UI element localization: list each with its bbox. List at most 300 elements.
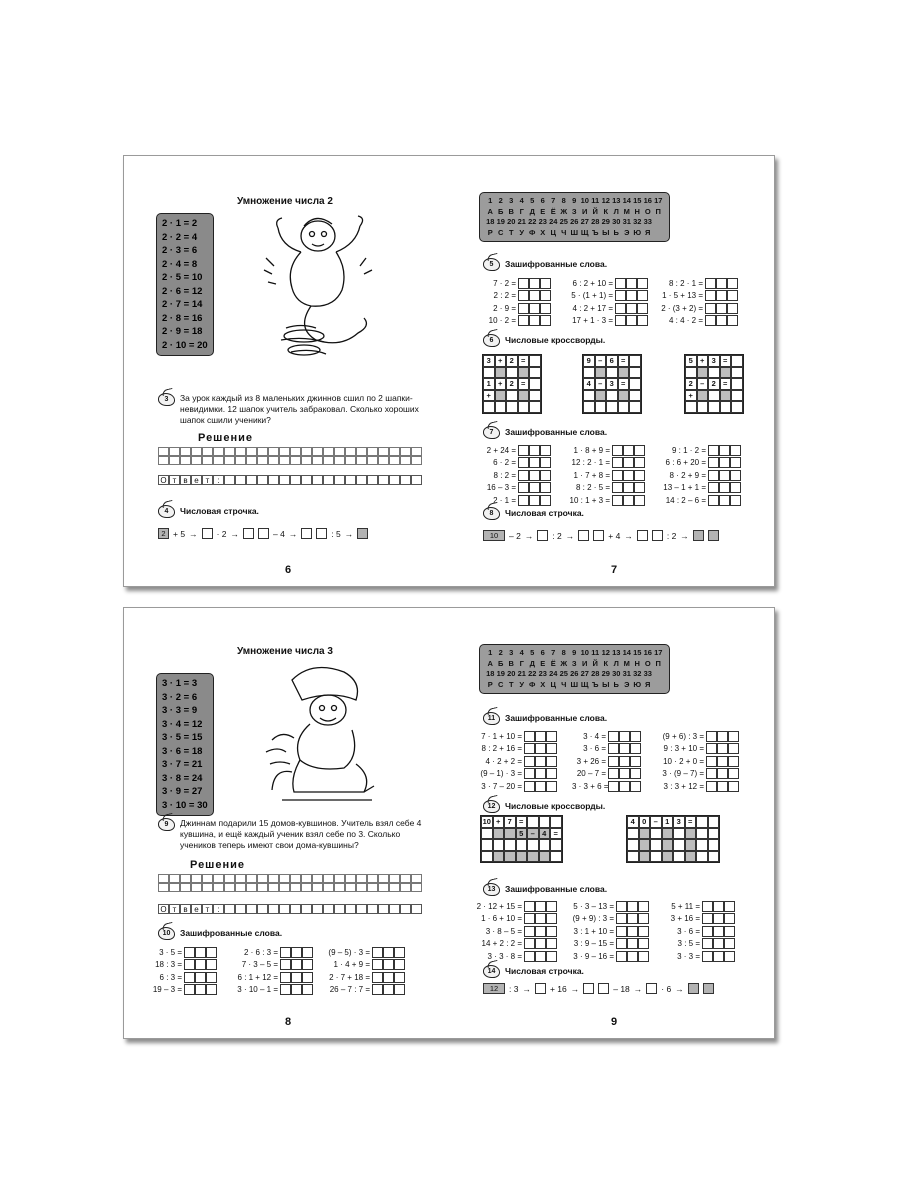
answer-boxes[interactable] [372, 959, 405, 970]
answer-boxes[interactable] [524, 938, 557, 949]
answer-boxes[interactable] [705, 278, 738, 289]
crossword-cell[interactable] [495, 401, 507, 413]
answer-boxes[interactable] [612, 445, 645, 456]
crossword-cell[interactable]: 10 [482, 817, 491, 827]
solution-heading: Решение [198, 432, 253, 444]
equation-text: (9 – 5) · 3 = [328, 947, 370, 957]
crossword-cell[interactable] [550, 839, 562, 851]
cipher-cell: Й [592, 658, 598, 668]
cipher-cell: Е [540, 206, 546, 216]
answer-boxes[interactable] [708, 495, 741, 506]
crossword-cell[interactable] [583, 401, 595, 413]
task-13: 13 Зашифрованные слова. [483, 883, 607, 896]
crossword-cell[interactable]: + [493, 816, 505, 828]
answer-boxes[interactable] [372, 984, 405, 995]
equation-row [236, 971, 313, 984]
crossword-cell [685, 828, 697, 840]
cipher-cell: Н [634, 206, 640, 216]
cipher-cell: И [582, 658, 588, 668]
equation-text: 6 : 2 + 10 = [572, 278, 613, 288]
answer-boxes[interactable] [280, 984, 313, 995]
crossword-cell[interactable]: – [595, 355, 607, 367]
crossword-cell[interactable]: – [595, 378, 607, 390]
equation-text: 3 · 4 = [583, 731, 606, 741]
equation-text: 1 · 5 + 13 = [662, 291, 703, 301]
answer-boxes[interactable] [518, 482, 551, 493]
equation-text: 6 : 1 + 12 = [237, 972, 278, 982]
crossword-cell[interactable] [527, 816, 539, 828]
cipher-cell: 33 [643, 217, 652, 226]
cipher-cell: О [644, 658, 651, 668]
crossword-cell[interactable] [618, 401, 630, 413]
answer-boxes[interactable] [612, 470, 645, 481]
answer-boxes[interactable] [184, 972, 217, 983]
crossword-cell[interactable] [550, 816, 562, 828]
cipher-cell: 19 [496, 217, 505, 226]
equation-text: 3 · (9 – 7) = [662, 769, 704, 779]
crossword-cell[interactable]: 4 [627, 816, 639, 828]
crossword-cell[interactable] [529, 401, 541, 413]
crossword-cell[interactable]: 7 [504, 816, 516, 828]
equation-row [658, 469, 741, 482]
genie-illustration [252, 660, 392, 805]
answer-boxes[interactable] [524, 926, 557, 937]
crossword-cell[interactable]: 3 [483, 355, 495, 367]
crossword-cell[interactable]: = [720, 355, 732, 367]
answer-boxes[interactable] [708, 470, 741, 481]
equation-text: 3 · 3 + 6 = [572, 781, 609, 791]
equation-text: 4 : 2 + 17 = [572, 303, 613, 313]
answer-boxes[interactable] [608, 768, 641, 779]
equation-text: 6 · 2 = [493, 458, 516, 468]
crossword-cell [697, 367, 709, 379]
crossword-cell[interactable] [731, 390, 743, 402]
crossword-cell[interactable] [539, 839, 551, 851]
crossword-cell[interactable] [696, 839, 708, 851]
table-row: 2 · 9 = 18 [162, 326, 203, 337]
crossword-cell [527, 851, 539, 863]
equation-text: 10 · 2 = [488, 316, 516, 326]
cipher-cell: С [498, 227, 504, 237]
answer-boxes[interactable] [280, 972, 313, 983]
answer-boxes[interactable] [280, 959, 313, 970]
crossword-cell[interactable] [708, 401, 720, 413]
crossword-cell[interactable] [708, 828, 720, 840]
answer-boxes[interactable] [702, 938, 735, 949]
page-number: 9 [611, 1016, 618, 1028]
problem-text: Джиннам подарили 15 домов-кувшинов. Учитель взял себе 4 кувшина, и ещё каждый ученик взял себе по 3. Сколько учеников теперь имеют свои дома-кувшины? [180, 818, 422, 850]
crossword-cell[interactable]: + [697, 355, 709, 367]
equation-text: 5 · (1 + 1) = [571, 291, 613, 301]
answer-boxes[interactable] [524, 901, 557, 912]
equation-row [572, 730, 641, 743]
crossword-cell[interactable] [629, 378, 641, 390]
answer-boxes[interactable] [706, 731, 739, 742]
number-chain: 10 – 2 → : 2 → + 4 → : 2 → [483, 530, 719, 541]
answer-field[interactable]: О т в е т : [158, 904, 422, 914]
crossword-cell[interactable] [550, 851, 562, 863]
crossword-cell[interactable] [483, 401, 495, 413]
crossword-cell[interactable]: = [720, 378, 732, 390]
crossword-cell[interactable] [708, 839, 720, 851]
equation-text: 3 · 3 · 8 = [487, 951, 522, 961]
crossword-cell[interactable]: 4 [583, 378, 595, 390]
crossword-cell [618, 367, 630, 379]
answer-boxes[interactable] [524, 951, 557, 962]
pencil-icon: 3 [158, 393, 175, 406]
answer-boxes[interactable] [184, 959, 217, 970]
table-row: 3 · 1 = 3 [162, 678, 198, 689]
answer-boxes[interactable] [612, 495, 645, 506]
equation-row [568, 950, 649, 963]
crossword-cell[interactable] [708, 367, 720, 379]
crossword-cell[interactable]: – [650, 816, 662, 828]
equation-text: 1 · 7 + 8 = [573, 470, 610, 480]
answer-boxes[interactable] [702, 951, 735, 962]
crossword-cell [493, 828, 505, 840]
crossword-cell[interactable] [504, 839, 516, 851]
crossword-cell[interactable] [720, 401, 732, 413]
crossword-cell[interactable] [696, 828, 708, 840]
crossword-cell[interactable] [627, 851, 639, 863]
crossword-cell[interactable] [708, 851, 720, 863]
equation-text: 2 · (3 + 2) = [661, 303, 703, 313]
answer-boxes[interactable] [518, 303, 551, 314]
cipher-cell: Б [498, 658, 504, 668]
task-5: 5 Зашифрованные слова. [483, 258, 607, 271]
equation-text: 2 · 12 + 15 = [476, 901, 522, 911]
answer-boxes[interactable] [702, 901, 735, 912]
equation-row [568, 900, 649, 913]
crossword-cell[interactable] [493, 839, 505, 851]
crossword-cell[interactable] [481, 828, 493, 840]
crossword-cell[interactable] [539, 816, 551, 828]
cipher-cell: 15 [633, 196, 642, 205]
answer-boxes[interactable] [616, 913, 649, 924]
table-row: 3 · 3 = 9 [162, 705, 198, 716]
cipher-cell: В [508, 206, 514, 216]
crossword-cell: 4 [539, 828, 551, 840]
crossword-cell[interactable] [650, 839, 662, 851]
crossword-cell[interactable] [673, 851, 685, 863]
crossword-cell[interactable] [629, 355, 641, 367]
equation-row [150, 971, 217, 984]
answer-boxes[interactable] [524, 913, 557, 924]
cipher-cell: 28 [591, 217, 600, 226]
answer-boxes[interactable] [518, 495, 551, 506]
answer-boxes[interactable] [608, 743, 641, 754]
crossword-cell[interactable] [627, 839, 639, 851]
answer-boxes[interactable] [608, 781, 641, 792]
equation-text: 3 : 1 + 10 = [573, 926, 614, 936]
crossword-cell[interactable] [696, 851, 708, 863]
cipher-cell: 27 [580, 669, 589, 678]
crossword-cell[interactable] [506, 401, 518, 413]
cipher-numbers [485, 217, 664, 228]
crossword-cell[interactable] [708, 816, 720, 828]
crossword-cell[interactable] [650, 851, 662, 863]
task-10: 10 Зашифрованные слова. [158, 927, 282, 940]
crossword-cell[interactable] [629, 401, 641, 413]
answer-boxes[interactable] [615, 303, 648, 314]
answer-field[interactable]: О т в е т : [158, 475, 422, 485]
answer-boxes[interactable] [616, 901, 649, 912]
crossword-cell[interactable]: = [685, 816, 697, 828]
crossword-cell[interactable]: = [516, 816, 528, 828]
cipher-cell: Я [645, 227, 651, 237]
answer-boxes[interactable] [518, 470, 551, 481]
crossword-cell[interactable] [529, 378, 541, 390]
crossword-cell [595, 390, 607, 402]
crossword-cell[interactable]: – [697, 378, 709, 390]
solution-grid[interactable] [158, 447, 422, 465]
answer-boxes[interactable] [615, 315, 648, 326]
page-6 [124, 156, 450, 586]
cipher-cell: 11 [591, 196, 600, 205]
crossword-cell[interactable] [673, 839, 685, 851]
page-8 [124, 608, 450, 1038]
answer-boxes[interactable] [705, 290, 738, 301]
crossword-cell[interactable] [518, 401, 530, 413]
crossword-cell [685, 851, 697, 863]
cipher-cell: 17 [654, 196, 663, 205]
answer-boxes[interactable] [616, 951, 649, 962]
cipher-cell: 27 [580, 217, 589, 226]
crossword-cell[interactable]: 6 [606, 355, 618, 367]
cipher-cell: 22 [528, 669, 537, 678]
crossword-cell [618, 390, 630, 402]
crossword-cell[interactable]: 2 [506, 378, 518, 390]
crossword-cell[interactable] [483, 367, 495, 379]
answer-boxes[interactable] [524, 756, 557, 767]
cipher-cell: У [519, 679, 525, 689]
answer-boxes[interactable] [708, 482, 741, 493]
crossword-cell[interactable] [731, 355, 743, 367]
equation-text: 7 · 3 – 5 = [241, 960, 278, 970]
crossword-cell[interactable]: 1 [483, 378, 495, 390]
answer-boxes[interactable] [524, 743, 557, 754]
answer-boxes[interactable] [372, 972, 405, 983]
crossword-cell[interactable] [685, 367, 697, 379]
answer-boxes[interactable] [706, 756, 739, 767]
answer-boxes[interactable] [702, 913, 735, 924]
equation-row [661, 277, 738, 290]
crossword-cell[interactable]: + [483, 390, 495, 402]
crossword-cell[interactable] [481, 839, 493, 851]
solution-grid[interactable] [158, 874, 422, 892]
crossword-cell[interactable] [529, 367, 541, 379]
crossword-cell[interactable]: = [518, 355, 530, 367]
cipher-cell: А [487, 206, 493, 216]
crossword-cell[interactable] [481, 851, 493, 863]
page-9 [450, 608, 776, 1038]
chain-start: 10 [483, 530, 505, 541]
crossword-cell[interactable] [627, 828, 639, 840]
answer-boxes[interactable] [518, 315, 551, 326]
answer-boxes[interactable] [615, 278, 648, 289]
number-crossword[interactable] [582, 354, 642, 414]
cipher-cell: 9 [572, 648, 577, 657]
answer-boxes[interactable] [608, 731, 641, 742]
answer-boxes[interactable] [612, 482, 645, 493]
crossword-cell[interactable] [606, 390, 618, 402]
equation-text: 5 + 11 = [671, 901, 700, 911]
word-problem [158, 818, 428, 851]
pencil-icon: 14 [483, 965, 500, 978]
cipher-cell: 8 [561, 196, 566, 205]
crossword-cell[interactable]: 2 [685, 378, 697, 390]
crossword-cell[interactable] [708, 390, 720, 402]
crossword-cell [516, 851, 528, 863]
crossword-cell[interactable]: 2 [506, 355, 518, 367]
crossword-cell[interactable]: 3 [606, 378, 618, 390]
answer-boxes[interactable] [706, 781, 739, 792]
answer-boxes[interactable] [184, 947, 217, 958]
crossword-cell[interactable] [516, 839, 528, 851]
equation-text: 2 + 24 = [486, 445, 516, 455]
crossword-cell[interactable] [731, 367, 743, 379]
cipher-cell: Ц [550, 227, 556, 237]
crossword-cell[interactable]: 5 [685, 355, 697, 367]
answer-boxes[interactable] [372, 947, 405, 958]
answer-boxes[interactable] [705, 315, 738, 326]
book-spread-pages-8-9 [123, 607, 775, 1039]
crossword-cell[interactable] [697, 401, 709, 413]
answer-boxes[interactable] [708, 445, 741, 456]
answer-boxes[interactable] [706, 743, 739, 754]
page-number: 7 [611, 564, 618, 576]
answer-boxes[interactable] [518, 457, 551, 468]
equation-row [572, 768, 641, 781]
crossword-cell[interactable] [529, 390, 541, 402]
crossword-cell[interactable] [650, 828, 662, 840]
table-row: 2 · 7 = 14 [162, 299, 203, 310]
crossword-cell[interactable]: + [685, 390, 697, 402]
crossword-cell[interactable]: 9 [583, 355, 595, 367]
crossword-cell[interactable] [696, 816, 708, 828]
table-row: 2 · 5 = 10 [162, 272, 203, 283]
crossword-cell[interactable] [731, 401, 743, 413]
crossword-cell[interactable] [731, 378, 743, 390]
cipher-cell: 2 [498, 196, 503, 205]
number-crossword[interactable] [626, 815, 720, 863]
crossword-cell[interactable]: = [618, 378, 630, 390]
crossword-cell[interactable] [606, 401, 618, 413]
cipher-cell: М [623, 206, 630, 216]
answer-boxes[interactable] [518, 290, 551, 301]
pencil-icon: 10 [158, 927, 175, 940]
equation-row [476, 938, 557, 951]
crossword-cell[interactable] [529, 355, 541, 367]
answer-boxes[interactable] [184, 984, 217, 995]
crossword-cell[interactable]: 3 [673, 816, 685, 828]
crossword-cell[interactable] [506, 390, 518, 402]
crossword-cell[interactable] [506, 367, 518, 379]
answer-boxes[interactable] [616, 926, 649, 937]
crossword-cell[interactable]: + [495, 355, 507, 367]
crossword-cell[interactable] [583, 390, 595, 402]
solution-heading: Решение [190, 859, 245, 871]
answer-boxes[interactable] [518, 278, 551, 289]
cipher-cell: О [644, 206, 651, 216]
answer-boxes[interactable] [706, 768, 739, 779]
equation-column [480, 444, 551, 507]
answer-boxes[interactable] [616, 938, 649, 949]
equation-text: 3 : 9 – 15 = [573, 939, 614, 949]
cipher-key-table [479, 644, 670, 694]
answer-boxes[interactable] [524, 731, 557, 742]
crossword-cell[interactable]: 2 [708, 378, 720, 390]
answer-boxes[interactable] [524, 768, 557, 779]
cipher-cell: 5 [530, 196, 535, 205]
number-crossword[interactable] [482, 354, 542, 414]
answer-boxes[interactable] [608, 756, 641, 767]
equation-text: 2 · 6 : 3 = [243, 947, 278, 957]
cipher-cell: Ё [550, 206, 556, 216]
equation-text: 4 : 4 · 2 = [668, 316, 703, 326]
equation-row [668, 913, 735, 926]
crossword-cell[interactable]: + [495, 378, 507, 390]
crossword-cell[interactable] [629, 367, 641, 379]
table-row: 3 · 4 = 12 [162, 718, 203, 730]
equation-column [572, 730, 641, 793]
crossword-cell[interactable] [629, 390, 641, 402]
cipher-cell: 13 [612, 196, 621, 205]
crossword-cell[interactable]: = [518, 378, 530, 390]
answer-boxes[interactable] [702, 926, 735, 937]
crossword-cell[interactable] [583, 367, 595, 379]
answer-boxes[interactable] [524, 781, 557, 792]
task-11: 11 Зашифрованные слова. [483, 712, 607, 725]
cipher-cell: Я [645, 679, 651, 689]
crossword-cell[interactable]: = [550, 828, 562, 840]
cipher-cell: М [623, 658, 630, 668]
answer-boxes[interactable] [708, 457, 741, 468]
crossword-cell[interactable]: 3 [708, 355, 720, 367]
crossword-cell[interactable] [606, 367, 618, 379]
equation-text: 5 · 3 – 13 = [573, 901, 614, 911]
crossword-cell[interactable]: 0 [639, 816, 651, 828]
cipher-cell: Ъ [591, 227, 599, 237]
equation-row [480, 315, 551, 328]
crossword-cell[interactable]: = [618, 355, 630, 367]
crossword-cell[interactable]: 1 [662, 816, 674, 828]
cipher-cell: 6 [540, 648, 545, 657]
answer-boxes[interactable] [615, 290, 648, 301]
equation-text: 12 : 2 · 1 = [571, 458, 610, 468]
crossword-cell[interactable] [527, 839, 539, 851]
answer-boxes[interactable] [705, 303, 738, 314]
equation-text: 3 · 9 – 16 = [573, 951, 614, 961]
answer-boxes[interactable] [280, 947, 313, 958]
table-row: 3 · 2 = 6 [162, 691, 198, 703]
crossword-cell[interactable] [685, 401, 697, 413]
cipher-cell: Ш [570, 679, 579, 689]
number-crossword[interactable] [684, 354, 744, 414]
table-row: 2 · 2 = 4 [162, 231, 198, 243]
equation-text: 2 : 2 = [493, 291, 516, 301]
equation-row [316, 946, 405, 959]
answer-boxes[interactable] [518, 445, 551, 456]
crossword-cell [493, 851, 505, 863]
crossword-cell[interactable] [595, 401, 607, 413]
number-crossword[interactable] [480, 815, 563, 863]
cipher-cell: 8 [561, 648, 566, 657]
crossword-cell[interactable] [673, 828, 685, 840]
answer-boxes[interactable] [612, 457, 645, 468]
number-chain: 12 : 3 → + 16 → – 18 → · 6 → [483, 983, 714, 994]
cipher-cell: Щ [580, 227, 589, 237]
